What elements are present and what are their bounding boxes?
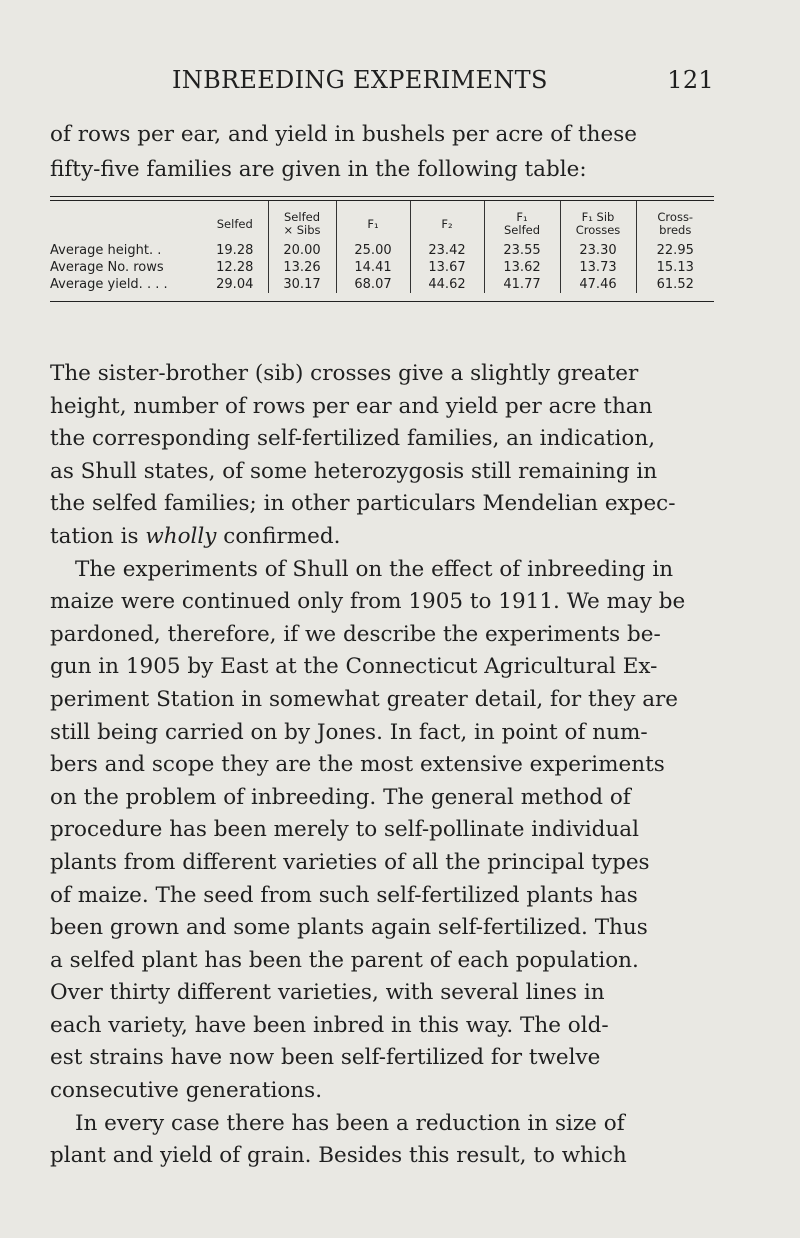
header-selfed: Selfed	[216, 216, 253, 231]
text-line: gun in 1905 by East at the Connecticut Agricultural Ex-	[50, 654, 658, 680]
text-line: on the problem of inbreeding. The general method of	[50, 784, 631, 810]
text-line: of rows per ear, and yield in bushels per acre of these	[50, 122, 637, 147]
table-cell: 29.04	[216, 277, 254, 292]
text-line: Over thirty different varieties, with several lines in	[50, 980, 605, 1006]
text-line: as Shull states, of some heterozygosis still remaining in	[50, 458, 658, 484]
header-crossbreds: Cross- breds	[636, 201, 714, 242]
text-line: plant and yield of grain. Besides this result, to which	[50, 1143, 627, 1169]
text-line: In every case there has been a reduction in size of	[75, 1110, 625, 1136]
table-cell: 23.55	[484, 242, 560, 259]
table-cell: 61.52	[636, 276, 714, 293]
header-f1-sib-crosses: F₁ Sib Crosses	[560, 201, 636, 242]
text-line: fifty-five families are given in the following table:	[50, 157, 587, 182]
table-cell: 30.17	[268, 276, 336, 293]
text-line: plants from different varieties of all the principal types	[50, 849, 650, 875]
text-line: periment Station in somewhat greater detail, for they are	[50, 686, 679, 712]
table-cell: 13.62	[484, 259, 560, 276]
table-cell: 47.46	[560, 276, 636, 293]
header-f1-selfed: F₁ Selfed	[484, 201, 560, 242]
table-header-row	[50, 201, 714, 242]
table-cell: 25.00	[336, 242, 410, 259]
table-cell: 41.77	[484, 276, 560, 293]
paragraph-reduction	[50, 1108, 714, 1173]
chapter-title: INBREEDING EXPERIMENTS	[172, 66, 548, 94]
text-line: The experiments of Shull on the effect of inbreeding in	[75, 556, 674, 582]
table-cell: 22.95	[636, 242, 714, 259]
text-line: the selfed families; in other particulars Mendelian expec-	[50, 491, 676, 517]
table-cell: 19.28	[216, 243, 254, 258]
data-table	[50, 201, 714, 293]
body-text	[50, 358, 714, 1173]
header-selfed-x-sibs: Selfed × Sibs	[268, 201, 336, 242]
text-line: each variety, have been inbred in this way. The old-	[50, 1012, 609, 1038]
table-cell: 14.41	[336, 259, 410, 276]
text-line: a selfed plant has been the parent of each population.	[50, 947, 639, 973]
table-cell: 15.13	[636, 259, 714, 276]
table-cell: 23.42	[410, 242, 484, 259]
table-row	[50, 276, 714, 293]
row-label: Average height. .	[50, 243, 162, 258]
table-cell: 13.26	[268, 259, 336, 276]
text-line: the corresponding self-fertilized families, an indication,	[50, 426, 656, 452]
row-label: Average yield. . . .	[50, 277, 168, 292]
table-row	[50, 242, 714, 259]
table-cell: 12.28	[216, 260, 254, 275]
text-line: tation is wholly confirmed.	[50, 523, 341, 549]
table-bottom-rule	[50, 301, 714, 302]
table-row	[50, 259, 714, 276]
text-line: height, number of rows per ear and yield per acre than	[50, 393, 653, 419]
text-line: bers and scope they are the most extensive experiments	[50, 752, 665, 778]
text-line: The sister-brother (sib) crosses give a slightly greater	[50, 361, 639, 386]
text-line: consecutive generations.	[50, 1078, 323, 1104]
table-cell: 13.73	[560, 259, 636, 276]
table-cell: 13.67	[410, 259, 484, 276]
paragraph-sib-crosses	[50, 358, 714, 554]
text-line: maize were continued only from 1905 to 1911. We may be	[50, 589, 686, 615]
paragraph-shull-experiments	[50, 554, 714, 1108]
row-label: Average No. rows	[50, 260, 164, 275]
table-cell: 44.62	[410, 276, 484, 293]
table-cell: 20.00	[268, 242, 336, 259]
table-cell: 23.30	[560, 242, 636, 259]
text-line: procedure has been merely to self-pollinate individual	[50, 817, 639, 843]
text-line: still being carried on by Jones. In fact, in point of num-	[50, 719, 648, 745]
text-line: been grown and some plants again self-fertilized. Thus	[50, 915, 648, 941]
table-cell: 68.07	[336, 276, 410, 293]
text-line: pardoned, therefore, if we describe the experiments be-	[50, 621, 661, 647]
text-line: est strains have now been self-fertilized for twelve	[50, 1045, 601, 1071]
header-f2: F₂	[410, 201, 484, 242]
data-table-block	[50, 196, 714, 302]
intro-paragraph	[50, 117, 714, 187]
header-f1: F₁	[336, 201, 410, 242]
emphasis-wholly: wholly	[145, 523, 217, 549]
page-number: 121	[667, 66, 714, 94]
header-blank	[50, 201, 202, 242]
text-line: of maize. The seed from such self-fertilized plants has	[50, 882, 638, 908]
